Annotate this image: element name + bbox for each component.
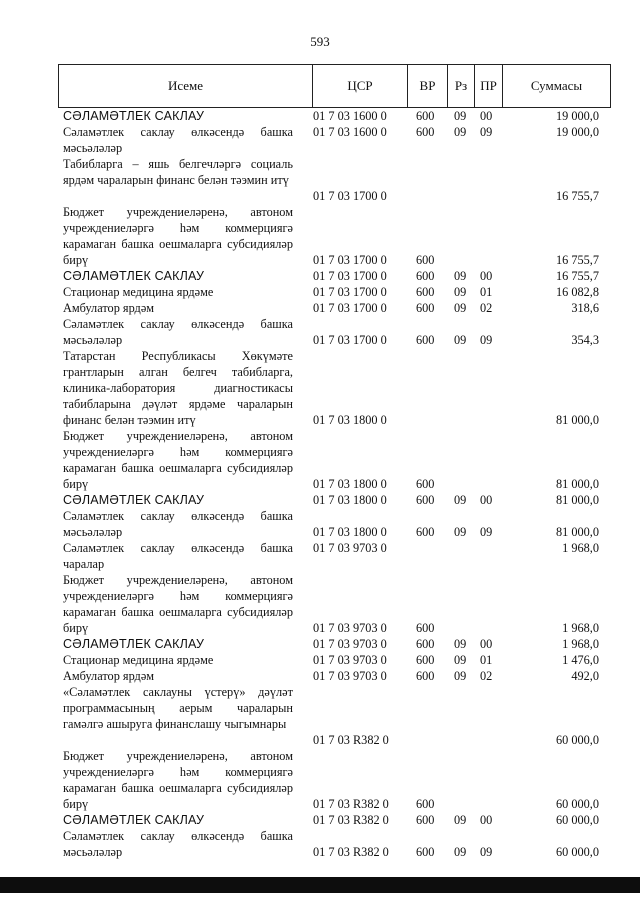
row-rz: 09 — [454, 125, 467, 139]
row-vr: 600 — [416, 109, 435, 123]
row-pr: 00 — [480, 493, 493, 507]
row-sum: 60 000,0 — [555, 845, 599, 859]
table-row — [0, 668, 640, 684]
row-sum: 1 968,0 — [562, 637, 599, 651]
row-name: Сәламәтлек саклау өлкәсендә башка мәсьәләләр — [63, 125, 293, 155]
row-pr: 00 — [480, 813, 493, 827]
row-rz: 09 — [454, 845, 467, 859]
row-pr: 01 — [480, 653, 493, 667]
row-name: СӘЛАМӘТЛЕК САКЛАУ — [63, 813, 205, 827]
table-row — [0, 204, 640, 268]
row-csr: 01 7 03 1700 0 — [313, 269, 387, 283]
row-csr: 01 7 03 1700 0 — [313, 301, 387, 315]
header-vr: ВР — [407, 65, 447, 107]
header-sum: Суммасы — [502, 65, 610, 107]
row-sum: 81 000,0 — [555, 413, 599, 427]
table-row — [0, 636, 640, 652]
row-sum: 1 476,0 — [562, 653, 599, 667]
row-pr: 09 — [480, 333, 493, 347]
table-row — [0, 300, 640, 316]
table-row — [0, 268, 640, 284]
row-name: Стационар медицина ярдәме — [63, 285, 214, 299]
row-name: Стационар медицина ярдәме — [63, 653, 214, 667]
row-csr: 01 7 03 R382 0 — [313, 797, 389, 811]
table-row — [0, 348, 640, 428]
row-rz: 09 — [454, 333, 467, 347]
row-pr: 09 — [480, 525, 493, 539]
row-vr: 600 — [416, 637, 435, 651]
row-vr: 600 — [416, 845, 435, 859]
row-sum: 19 000,0 — [555, 125, 599, 139]
row-name: «Сәламәтлек саклауны үстерү» дәүләт программасының аерым чараларын гамәлгә ашыруга финанслашу чыгымнары — [63, 685, 293, 731]
row-vr: 600 — [416, 813, 435, 827]
row-csr: 01 7 03 R382 0 — [313, 845, 389, 859]
table-header — [58, 64, 611, 108]
row-sum: 16 082,8 — [555, 285, 599, 299]
row-name: Амбулатор ярдәм — [63, 301, 155, 315]
row-csr: 01 7 03 R382 0 — [313, 813, 389, 827]
row-pr: 00 — [480, 269, 493, 283]
row-sum: 60 000,0 — [555, 813, 599, 827]
header-csr: ЦСР — [312, 65, 407, 107]
row-name: Сәламәтлек саклау өлкәсендә башка мәсьәләләр — [63, 509, 293, 539]
row-name: Татарстан Республикасы Хөкүмәте грантларын алган белгеч табибларга, клиника-лаборатория диагностикасы табибларына дәүләт ярдәме чараларын финанс белән тәэмин итү — [63, 349, 293, 427]
row-vr: 600 — [416, 525, 435, 539]
table-row — [0, 284, 640, 300]
row-name: Сәламәтлек саклау өлкәсендә башка мәсьәләләр — [63, 829, 293, 859]
row-csr: 01 7 03 1600 0 — [313, 109, 387, 123]
row-rz: 09 — [454, 269, 467, 283]
row-csr: 01 7 03 1700 0 — [313, 253, 387, 267]
row-name: Сәламәтлек саклау өлкәсендә башка мәсьәләләр — [63, 317, 293, 347]
table-row — [0, 508, 640, 540]
header-name: Исеме — [167, 78, 204, 93]
row-pr: 09 — [480, 125, 493, 139]
table-row — [0, 572, 640, 636]
row-rz: 09 — [454, 525, 467, 539]
row-sum: 1 968,0 — [562, 621, 599, 635]
row-vr: 600 — [416, 493, 435, 507]
table-row — [0, 828, 640, 860]
row-pr: 02 — [480, 669, 493, 683]
table-row — [0, 748, 640, 812]
row-sum: 16 755,7 — [555, 253, 599, 267]
row-sum: 81 000,0 — [555, 477, 599, 491]
row-csr: 01 7 03 1700 0 — [313, 333, 387, 347]
table-row — [0, 124, 640, 156]
row-csr: 01 7 03 9703 0 — [313, 653, 387, 667]
row-pr: 02 — [480, 301, 493, 315]
row-sum: 16 755,7 — [555, 189, 599, 203]
row-sum: 19 000,0 — [555, 109, 599, 123]
row-csr: 01 7 03 1800 0 — [313, 525, 387, 539]
row-pr: 09 — [480, 845, 493, 859]
row-name: СӘЛАМӘТЛЕК САКЛАУ — [63, 109, 205, 123]
row-rz: 09 — [454, 109, 467, 123]
row-name: Табибларга – яшь белгечләргә социаль ярдәм чараларын финанс белән тәэмин итү — [63, 157, 293, 187]
row-name: Бюджет учреждениеләренә, автоном учреждениеләргә һәм коммерциягә карамаган башка оешмаларга субсидияләр бирү — [63, 205, 293, 267]
row-csr: 01 7 03 1800 0 — [313, 493, 387, 507]
row-rz: 09 — [454, 637, 467, 651]
row-rz: 09 — [454, 285, 467, 299]
row-pr: 01 — [480, 285, 493, 299]
table-row — [0, 156, 640, 204]
row-vr: 600 — [416, 621, 435, 635]
row-sum: 354,3 — [571, 333, 599, 347]
row-csr: 01 7 03 1800 0 — [313, 477, 387, 491]
row-name: СӘЛАМӘТЛЕК САКЛАУ — [63, 269, 205, 283]
row-vr: 600 — [416, 269, 435, 283]
table-row — [0, 812, 640, 828]
row-name: Сәламәтлек саклау өлкәсендә башка чаралар — [63, 541, 293, 571]
row-rz: 09 — [454, 493, 467, 507]
row-sum: 60 000,0 — [555, 733, 599, 747]
row-vr: 600 — [416, 301, 435, 315]
row-sum: 16 755,7 — [555, 269, 599, 283]
row-vr: 600 — [416, 333, 435, 347]
row-vr: 600 — [416, 477, 435, 491]
row-sum: 81 000,0 — [555, 493, 599, 507]
row-name: Бюджет учреждениеләренә, автоном учреждениеләргә һәм коммерциягә карамаган башка оешмаларга субсидияләр бирү — [63, 429, 293, 491]
row-csr: 01 7 03 9703 0 — [313, 541, 387, 555]
row-csr: 01 7 03 1700 0 — [313, 189, 387, 203]
row-vr: 600 — [416, 669, 435, 683]
table-body — [0, 108, 640, 860]
row-rz: 09 — [454, 813, 467, 827]
table-row — [0, 492, 640, 508]
row-vr: 600 — [416, 125, 435, 139]
row-rz: 09 — [454, 669, 467, 683]
row-rz: 09 — [454, 301, 467, 315]
row-csr: 01 7 03 9703 0 — [313, 621, 387, 635]
table-row — [0, 428, 640, 492]
row-pr: 00 — [480, 109, 493, 123]
row-name: Амбулатор ярдәм — [63, 669, 155, 683]
table-row — [0, 684, 640, 748]
table-row — [0, 316, 640, 348]
row-vr: 600 — [416, 653, 435, 667]
row-sum: 60 000,0 — [555, 797, 599, 811]
row-name: СӘЛАМӘТЛЕК САКЛАУ — [63, 637, 205, 651]
row-name: СӘЛАМӘТЛЕК САКЛАУ — [63, 493, 205, 507]
header-pr: ПР — [474, 65, 502, 107]
table-row — [0, 108, 640, 124]
row-csr: 01 7 03 R382 0 — [313, 733, 389, 747]
row-sum: 492,0 — [571, 669, 599, 683]
row-name: Бюджет учреждениеләренә, автоном учреждениеләргә һәм коммерциягә карамаган башка оешмаларга субсидияләр бирү — [63, 749, 293, 811]
row-csr: 01 7 03 1800 0 — [313, 413, 387, 427]
row-pr: 00 — [480, 637, 493, 651]
row-sum: 1 968,0 — [562, 541, 599, 555]
row-vr: 600 — [416, 285, 435, 299]
row-csr: 01 7 03 9703 0 — [313, 637, 387, 651]
row-csr: 01 7 03 1600 0 — [313, 125, 387, 139]
page-number: 593 — [310, 34, 330, 49]
table-row — [0, 652, 640, 668]
row-vr: 600 — [416, 253, 435, 267]
row-rz: 09 — [454, 653, 467, 667]
row-name: Бюджет учреждениеләренә, автоном учреждениеләргә һәм коммерциягә карамаган башка оешмаларга субсидияләр бирү — [63, 573, 293, 635]
scan-edge-bar — [0, 877, 640, 893]
row-csr: 01 7 03 9703 0 — [313, 669, 387, 683]
row-sum: 318,6 — [571, 301, 599, 315]
row-csr: 01 7 03 1700 0 — [313, 285, 387, 299]
header-rz: Рз — [447, 65, 474, 107]
row-sum: 81 000,0 — [555, 525, 599, 539]
table-row — [0, 540, 640, 572]
row-vr: 600 — [416, 797, 435, 811]
